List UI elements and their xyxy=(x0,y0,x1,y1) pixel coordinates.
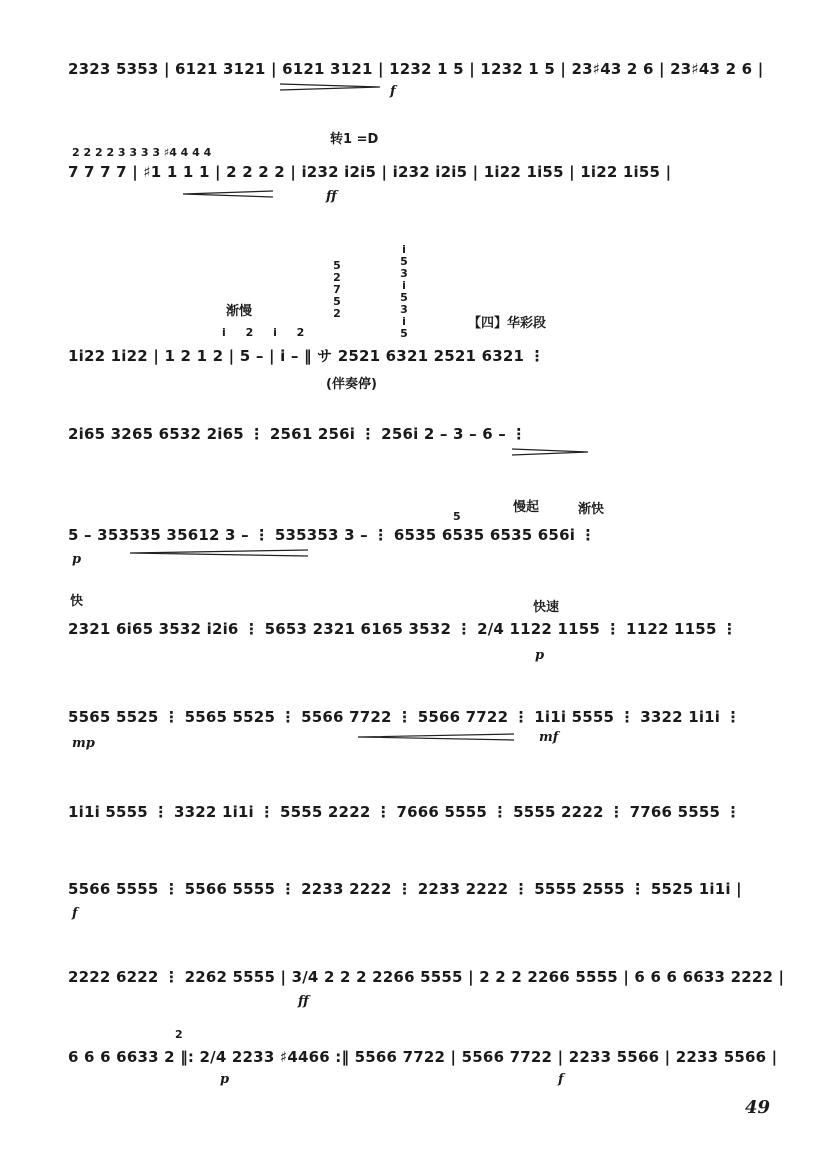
chord-stack-1: 5 2 7 5 2 xyxy=(333,259,341,320)
notation-line: 5566 5555 ⋮ 5566 5555 ⋮ 2233 2222 ⋮ 2233 2222 ⋮ 5555 2555 ⋮ 5525 1i1i | xyxy=(68,880,742,898)
hairpin-decrescendo xyxy=(512,447,588,457)
dynamic-mark: ff xyxy=(326,189,337,204)
dynamic-mark: ff xyxy=(298,994,309,1009)
tempo-gradually-fast: 渐快 xyxy=(578,502,605,517)
hairpin-decrescendo xyxy=(280,82,380,92)
dynamic-mark: f xyxy=(558,1072,564,1087)
dynamic-mark: f xyxy=(72,906,78,921)
staff-row-6 xyxy=(68,612,768,663)
dynamic-mark: f xyxy=(390,84,396,99)
dynamic-mark: mf xyxy=(539,730,559,745)
section-heading: 【四】华彩段 xyxy=(468,316,547,331)
dynamic-mark: p xyxy=(72,552,82,567)
fermata-upper-note: 5 xyxy=(453,510,461,523)
staff-row-4 xyxy=(68,417,768,457)
dynamic-mark: p xyxy=(220,1072,230,1087)
staff-row-8 xyxy=(68,795,768,835)
accompaniment-stop-label: (伴奏停) xyxy=(326,377,377,392)
dynamic-mark: mp xyxy=(72,736,95,751)
notation-line: 5 – 353535 35612 3 – ⋮ 535353 3 – ⋮ 6535 6535 6535 656i ⋮ xyxy=(68,526,596,544)
staff-row-1 xyxy=(68,52,768,99)
staff-row-7 xyxy=(68,700,768,751)
staff-row-2 xyxy=(68,155,768,204)
notation-line: 7 7 7 7 | ♯1 1 1 1 | 2 2 2 2 | i232 i2i5 | i232 i2i5 | 1i22 1i55 | 1i22 1i55 | xyxy=(68,163,672,181)
notation-line: 2321 6i65 3532 i2i6 ⋮ 5653 2321 6165 3532 ⋮ 2/4 1122 1155 ⋮ 1122 1155 ⋮ xyxy=(68,620,738,638)
notation-line: 2323 5353 | 6121 3121 | 6121 3121 | 1232 1 5 | 1232 1 5 | 23♯43 2 6 | 23♯43 2 6 | xyxy=(68,60,764,78)
key-change-label: 转1 =D xyxy=(330,132,379,147)
upper-voice-notes: i 2 i 2 xyxy=(222,326,313,339)
notation-line: 2222 6222 ⋮ 2262 5555 | 3/4 2 2 2 2266 5555 | 2 2 2 2266 5555 | 6 6 6 6633 2222 | xyxy=(68,968,785,986)
hairpin-crescendo xyxy=(130,548,308,558)
staff-row-9 xyxy=(68,872,768,921)
tempo-rapid: 快速 xyxy=(533,600,560,615)
staff-row-5 xyxy=(68,518,768,567)
notation-line: 5565 5525 ⋮ 5565 5525 ⋮ 5566 7722 ⋮ 5566 7722 ⋮ 1i1i 5555 ⋮ 3322 1i1i ⋮ xyxy=(68,708,741,726)
notation-line: 1i22 1i22 | 1 2 1 2 | 5 – | i – ‖ サ 2521 6321 2521 6321 ⋮ xyxy=(68,347,545,365)
staff-row-3 xyxy=(68,337,768,392)
hairpin-decrescendo xyxy=(183,189,273,199)
tempo-slowing: 渐慢 xyxy=(226,304,253,319)
time-signature-fragment: 2 xyxy=(175,1028,183,1041)
tempo-fast: 快 xyxy=(70,594,84,609)
notation-line: 6 6 6 6633 2 ‖: 2/4 2233 ♯4466 :‖ 5566 7722 | 5566 7722 | 2233 5566 | 2233 5566 | xyxy=(68,1048,778,1066)
staff-row-11 xyxy=(68,1040,778,1087)
dynamic-mark: p xyxy=(535,648,545,663)
hairpin-crescendo xyxy=(358,732,514,742)
staff-row-10 xyxy=(68,960,785,1009)
notation-line: 2i65 3265 6532 2i65 ⋮ 2561 256i ⋮ 256i 2 – 3 – 6 – ⋮ xyxy=(68,425,527,443)
page-number: 49 xyxy=(744,1097,770,1118)
upper-voice-notes: 2 2 2 2 3 3 3 3 ♯4 4 4 4 xyxy=(72,146,212,159)
notation-line: 1i1i 5555 ⋮ 3322 1i1i ⋮ 5555 2222 ⋮ 7666 5555 ⋮ 5555 2222 ⋮ 7766 5555 ⋮ xyxy=(68,803,741,821)
chord-stack-2: i 5 3 i 5 3 i 5 xyxy=(400,243,408,340)
tempo-slow-start: 慢起 xyxy=(513,500,540,515)
